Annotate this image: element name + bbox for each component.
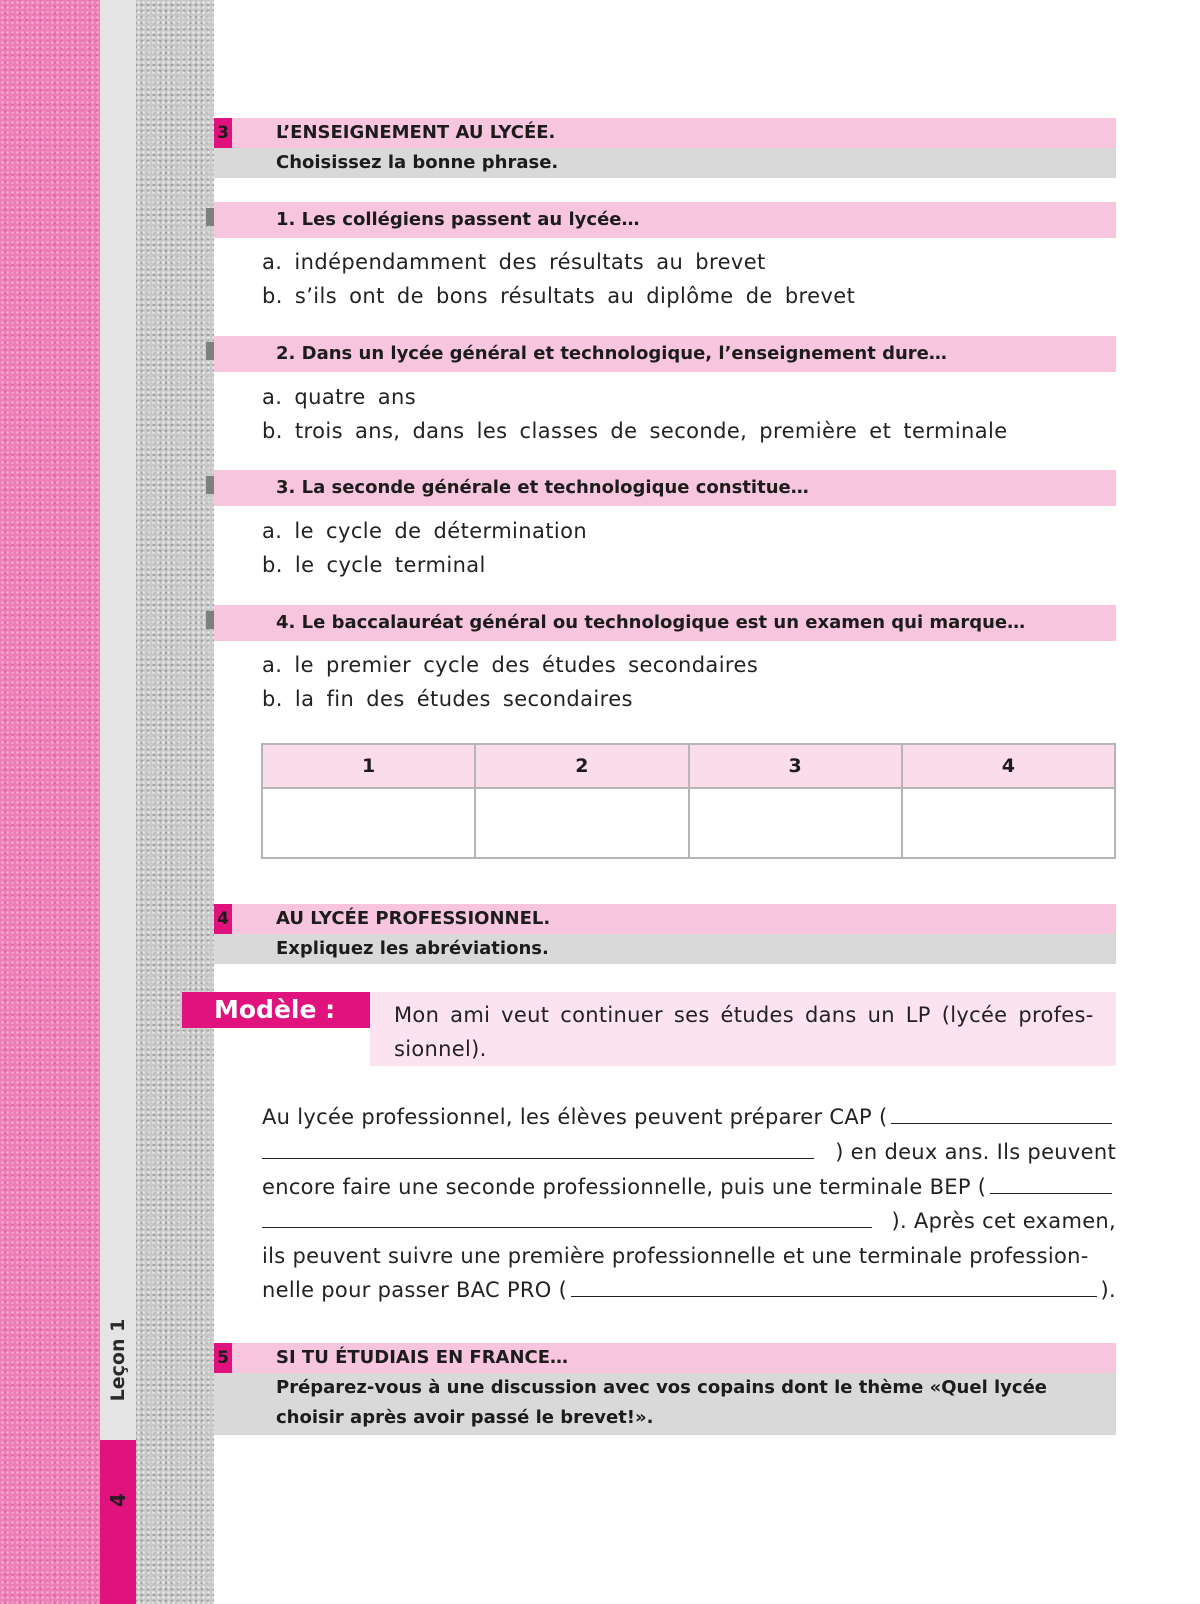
option-1a: a. indépendamment des résultats au brevet <box>262 250 766 274</box>
blank-bep-continued[interactable] <box>262 1205 872 1228</box>
exercise-instruction: Préparez-vous à une discussion avec vos copains dont le thème «Quel lycée choisir après avoir passé le brevet!». <box>214 1373 1116 1435</box>
blank-bep[interactable] <box>990 1171 1112 1194</box>
answer-header-3: 3 <box>689 744 902 788</box>
fill-line-6 <box>262 1273 1116 1307</box>
fill-text: encore faire une seconde professionnelle, puis une terminale BEP ( <box>262 1175 987 1199</box>
fill-text: Au lycée professionnel, les élèves peuvent préparer CAP ( <box>262 1105 888 1129</box>
fill-line-4 <box>262 1204 1116 1238</box>
answer-cell-2[interactable] <box>475 788 688 858</box>
page-number-tab <box>100 1440 136 1604</box>
lesson-label: Leçon 1 <box>107 1318 129 1402</box>
answer-table <box>261 743 1116 859</box>
blank-bac-pro[interactable] <box>571 1274 1096 1297</box>
exercise-number: 3 <box>214 118 232 148</box>
question-text: 4. Le baccalauréat général ou technologique est un examen qui marque… <box>276 612 1026 633</box>
question-1 <box>214 202 1116 238</box>
question-2 <box>214 336 1116 372</box>
grey-texture-strip <box>136 0 214 1604</box>
exercise-3-header <box>214 118 1116 178</box>
blank-cap-continued[interactable] <box>262 1136 814 1159</box>
exercise-title: L’ENSEIGNEMENT AU LYCÉE. <box>232 118 1116 148</box>
model-text: Mon ami veut continuer ses études dans un LP (lycée profes- sionnel). <box>370 992 1116 1066</box>
answer-cell-1[interactable] <box>262 788 475 858</box>
exercise-title: SI TU ÉTUDIAIS EN FRANCE… <box>232 1343 1116 1373</box>
fill-line-1 <box>262 1100 1116 1134</box>
option-1b: b. s’ils ont de bons résultats au diplôme de brevet <box>262 284 856 308</box>
answer-cell-3[interactable] <box>689 788 902 858</box>
option-3b: b. le cycle terminal <box>262 553 486 577</box>
fill-line-3 <box>262 1170 1116 1204</box>
exercise-number: 4 <box>214 904 232 934</box>
question-4 <box>214 605 1116 641</box>
question-text: 2. Dans un lycée général et technologique, l’enseignement dure… <box>276 343 947 364</box>
exercise-title: AU LYCÉE PROFESSIONNEL. <box>232 904 1116 934</box>
question-text: 1. Les collégiens passent au lycée… <box>276 209 640 230</box>
answer-header-2: 2 <box>475 744 688 788</box>
fill-text: ils peuvent suivre une première professionnelle et une terminale profession- <box>262 1244 1089 1268</box>
page-number: 4 <box>106 1493 130 1507</box>
exercise-4-header <box>214 904 1116 964</box>
answer-header-4: 4 <box>902 744 1115 788</box>
answer-header-1: 1 <box>262 744 475 788</box>
fill-text: nelle pour passer BAC PRO ( <box>262 1278 568 1302</box>
option-2a: a. quatre ans <box>262 385 417 409</box>
fill-line-2 <box>262 1135 1116 1169</box>
exercise-instruction: Choisissez la bonne phrase. <box>214 148 1116 178</box>
option-3a: a. le cycle de détermination <box>262 519 588 543</box>
option-4b: b. la fin des études secondaires <box>262 687 633 711</box>
answer-cell-4[interactable] <box>902 788 1115 858</box>
fill-text: ). Après cet examen, <box>891 1209 1116 1233</box>
question-3 <box>214 470 1116 506</box>
exercise-number: 5 <box>214 1343 232 1373</box>
fill-text: ). <box>1100 1278 1116 1302</box>
exercise-5-header <box>214 1343 1116 1435</box>
fill-line-5 <box>262 1239 1116 1273</box>
pink-texture-strip <box>0 0 100 1604</box>
fill-text: ) en deux ans. Ils peuvent <box>835 1140 1116 1164</box>
option-2b: b. trois ans, dans les classes de seconde, première et terminale <box>262 419 1008 443</box>
question-text: 3. La seconde générale et technologique constitue… <box>276 477 809 498</box>
exercise-instruction: Expliquez les abréviations. <box>214 934 1116 964</box>
option-4a: a. le premier cycle des études secondaires <box>262 653 759 677</box>
blank-cap[interactable] <box>891 1101 1112 1124</box>
model-label: Modèle : <box>182 992 370 1028</box>
